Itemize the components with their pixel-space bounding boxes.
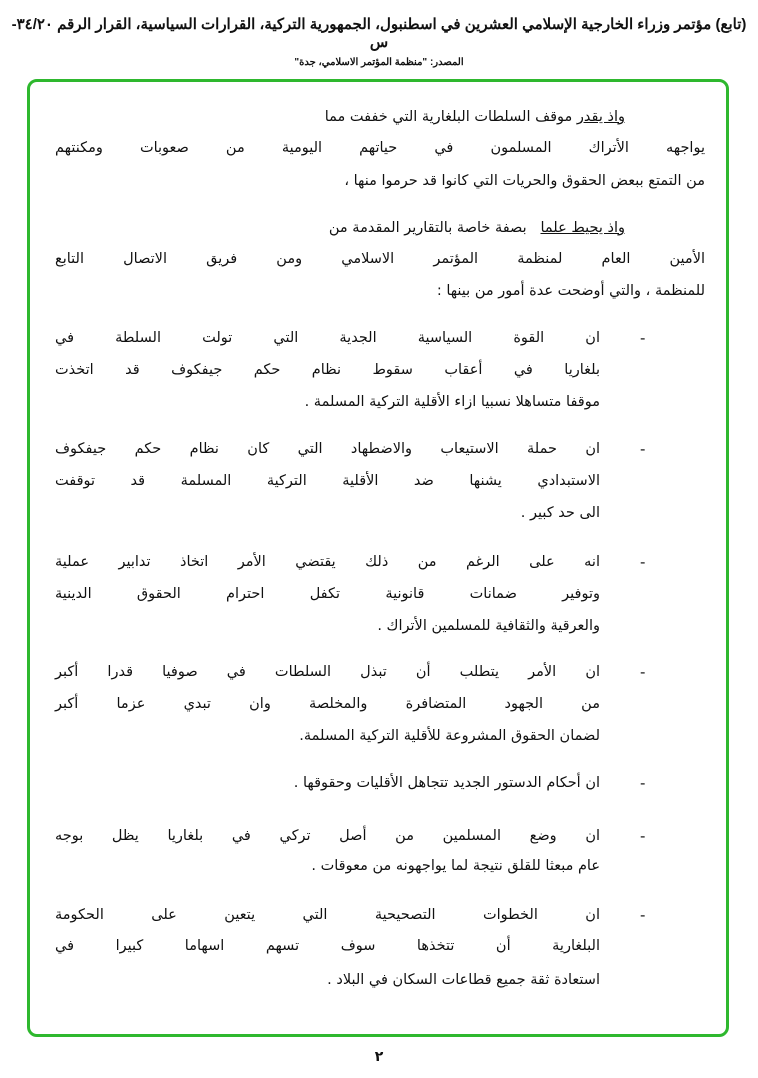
bullet-line: ان حملة الاستيعاب والاضطهاد التي كان نظام حكم جيفكوف bbox=[55, 441, 600, 457]
bullet-line: الاستبدادي يشنها ضد الأقلية التركية المسلمة قد توقفت bbox=[55, 473, 600, 489]
bullet-dash: - bbox=[640, 774, 646, 792]
bullet-line: وتوفير ضمانات قانونية تكفل احترام الحقوق الدينية bbox=[55, 586, 600, 602]
bullet-line: ان الأمر يتطلب أن تبذل السلطات في صوفيا قدرا أكبر bbox=[55, 664, 600, 680]
bullet-line: ان أحكام الدستور الجديد تتجاهل الأقليات وحقوقها . bbox=[293, 775, 600, 791]
paragraph-line bbox=[55, 217, 705, 239]
bullet-line: ان وضع المسلمين من أصل تركي في بلغاريا يظل بوجه bbox=[55, 828, 600, 844]
bullet-line: البلغارية أن تتخذها سوف تسهم اسهاما كبيرا في bbox=[55, 938, 600, 954]
document-header bbox=[8, 16, 750, 69]
document-title: (تابع) مؤتمر وزراء الخارجية الإسلامي العشرين في اسطنبول، الجمهورية التركية، القرارات السياسية، القرار الرقم ٣٤/٢٠-س bbox=[11, 16, 747, 51]
bullet-dash: - bbox=[640, 827, 646, 845]
bullet-line: من الجهود المتضافرة والمخلصة وان تبدي عزما أكبر bbox=[55, 696, 600, 712]
bullet-line: انه على الرغم من ذلك يقتضي الأمر اتخاذ تدابير عملية bbox=[55, 554, 600, 570]
bullet-dash: - bbox=[640, 440, 646, 458]
bullet-line: والعرقية والثقافية للمسلمين الأتراك . bbox=[377, 618, 600, 634]
paragraph-line: الأمين العام لمنظمة المؤتمر الاسلامي ومن فريق الاتصال التابع bbox=[55, 251, 705, 267]
bullet-line: ان الخطوات التصحيحية التي يتعين على الحكومة bbox=[55, 907, 600, 923]
paragraph-lead: واذ يقدر bbox=[576, 109, 625, 125]
paragraph-line: يواجهه الأتراك المسلمون في حياتهم اليومية من صعوبات ومكنتهم bbox=[55, 140, 705, 156]
bullet-line: الى حد كبير . bbox=[520, 505, 600, 521]
bullet-line: لضمان الحقوق المشروعة للأقلية التركية المسلمة. bbox=[299, 728, 600, 744]
paragraph-line bbox=[55, 106, 705, 128]
bullet-line: عام مبعثا للقلق نتيجة لما يواجهونه من معوقات . bbox=[311, 858, 600, 874]
bullet-dash: - bbox=[640, 329, 646, 347]
bullet-dash: - bbox=[640, 906, 646, 924]
document-source: المصدر: "منظمة المؤتمر الاسلامي، جدة" bbox=[294, 57, 464, 68]
paragraph-text: موقف السلطات البلغارية التي خففت مما bbox=[324, 109, 573, 125]
bullet-line: ان القوة السياسية الجدية التي تولت السلطة في bbox=[55, 330, 600, 346]
bullet-dash: - bbox=[640, 663, 646, 681]
paragraph-line: للمنظمة ، والتي أوضحت عدة أمور من بينها : bbox=[436, 283, 705, 299]
bullet-line: استعادة ثقة جميع قطاعات السكان في البلاد . bbox=[327, 972, 600, 988]
bullet-line: موقفا متساهلا نسبيا ازاء الأقلية التركية المسلمة . bbox=[304, 394, 600, 410]
bullet-line: بلغاريا في أعقاب سقوط نظام حكم جيفكوف قد اتخذت bbox=[55, 362, 600, 378]
paragraph-line: من التمتع ببعض الحقوق والحريات التي كانوا قد حرموا منها ، bbox=[344, 173, 705, 189]
paragraph-text: بصفة خاصة بالتقارير المقدمة من bbox=[328, 220, 527, 236]
bullet-dash: - bbox=[640, 553, 646, 571]
paragraph-lead: واذ يحيط علما bbox=[540, 220, 625, 236]
page-number: ٢ bbox=[374, 1049, 384, 1065]
